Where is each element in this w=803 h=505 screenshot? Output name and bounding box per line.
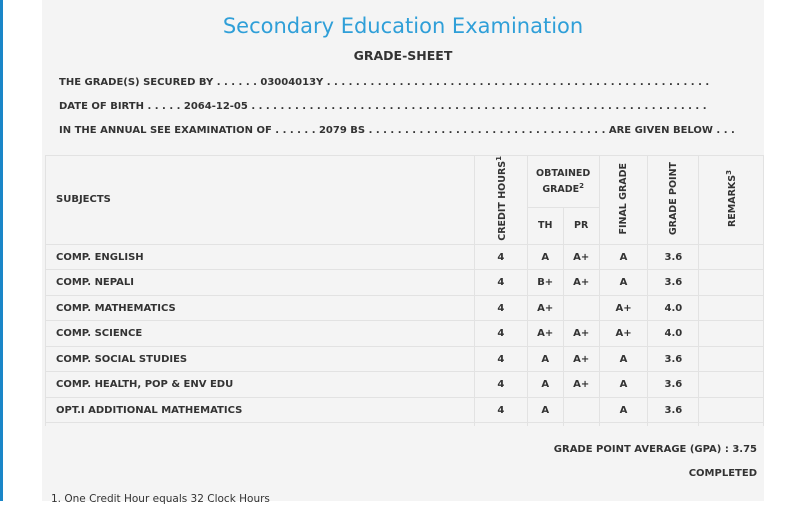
practical-grade: A+ — [563, 346, 599, 372]
table-row — [46, 270, 764, 296]
page-title: Secondary Education Examination — [222, 14, 584, 38]
remarks — [699, 372, 764, 398]
table-row — [46, 397, 764, 423]
subjects-header: SUBJECTS — [46, 156, 475, 245]
theory-grade: A — [527, 346, 563, 372]
obtained-grade-header: OBTAINED GRADE$^2$ — [527, 156, 599, 208]
grade-point: 4.0 — [648, 295, 699, 321]
practical-grade: A+ — [563, 270, 599, 296]
credit-hours: 4 — [474, 270, 527, 296]
final-grade: A — [599, 346, 648, 372]
student-symbol-line: THE GRADE(S) SECURED BY . . . . . . 03004013Y . . . . . . . . . . . . . . . . . . . . . . . . . . . . . . . . . . . . . . . . . . . . . . . . . . . . . — [59, 77, 710, 88]
subject-name: COMP. ENGLISH — [46, 244, 475, 270]
grade-point: 3.6 — [648, 397, 699, 423]
theory-grade: A+ — [527, 295, 563, 321]
credit-hours: 4 — [474, 346, 527, 372]
practical-grade — [563, 397, 599, 423]
subject-name: COMP. SOCIAL STUDIES — [46, 346, 475, 372]
credit-hours: 4 — [474, 397, 527, 423]
credit-hours: 4 — [474, 372, 527, 398]
page-subtitle: GRADE-SHEET — [353, 48, 453, 63]
theory-grade: A — [527, 244, 563, 270]
grade-point: 3.6 — [648, 244, 699, 270]
final-grade-header: FINAL GRADE — [599, 156, 648, 245]
practical-grade — [563, 295, 599, 321]
subject-name: COMP. SCIENCE — [46, 321, 475, 347]
final-grade: A+ — [599, 295, 648, 321]
grade-point: 3.6 — [648, 346, 699, 372]
theory-grade: A — [527, 397, 563, 423]
footnote: 1. One Credit Hour equals 32 Clock Hours — [51, 493, 270, 505]
practical-grade: A+ — [563, 244, 599, 270]
final-grade: A — [599, 372, 648, 398]
final-grade: A+ — [599, 321, 648, 347]
completion-status: COMPLETED — [688, 468, 757, 479]
grade-point: 3.6 — [648, 372, 699, 398]
remarks — [699, 244, 764, 270]
subject-name: COMP. MATHEMATICS — [46, 295, 475, 321]
date-of-birth-line: DATE OF BIRTH . . . . . 2064-12-05 . . . . . . . . . . . . . . . . . . . . . . . . . . . . . . . . . . . . . . . . . . . . . . . . . . . . . . . . . . . . . . . — [59, 101, 707, 112]
grade-table — [45, 155, 764, 449]
grade-point-header: GRADE POINT — [648, 156, 699, 245]
credit-hours-header: CREDIT HOURS$^1$ — [474, 156, 527, 245]
grade-point: 4.0 — [648, 321, 699, 347]
subject-name: OPT.I ADDITIONAL MATHEMATICS — [46, 397, 475, 423]
credit-hours: 4 — [474, 321, 527, 347]
table-row — [46, 372, 764, 398]
final-grade: A — [599, 244, 648, 270]
subject-name: COMP. HEALTH, POP & ENV EDU — [46, 372, 475, 398]
table-row — [46, 346, 764, 372]
remarks — [699, 295, 764, 321]
remarks — [699, 346, 764, 372]
credit-hours: 4 — [474, 244, 527, 270]
remarks — [699, 397, 764, 423]
remarks — [699, 270, 764, 296]
table-row — [46, 321, 764, 347]
summary-area — [45, 426, 764, 486]
practical-grade: A+ — [563, 321, 599, 347]
table-row — [46, 295, 764, 321]
theory-header: TH — [527, 208, 563, 245]
final-grade: A — [599, 397, 648, 423]
remarks — [699, 321, 764, 347]
final-grade: A — [599, 270, 648, 296]
table-row — [46, 244, 764, 270]
practical-header: PR — [563, 208, 599, 245]
remarks-header: REMARKS$^3$ — [699, 156, 764, 245]
practical-grade: A+ — [563, 372, 599, 398]
theory-grade: A+ — [527, 321, 563, 347]
theory-grade: B+ — [527, 270, 563, 296]
window-left-border — [0, 0, 3, 501]
subject-name: COMP. NEPALI — [46, 270, 475, 296]
examination-line: IN THE ANNUAL SEE EXAMINATION OF . . . . . . 2079 BS . . . . . . . . . . . . . . . . . . . . . . . . . . . . . . . . . ARE GIVEN BELOW . . . — [59, 125, 735, 136]
credit-hours: 4 — [474, 295, 527, 321]
gpa-summary: GRADE POINT AVERAGE (GPA) : 3.75 — [553, 444, 757, 455]
theory-grade: A — [527, 372, 563, 398]
grade-point: 3.6 — [648, 270, 699, 296]
